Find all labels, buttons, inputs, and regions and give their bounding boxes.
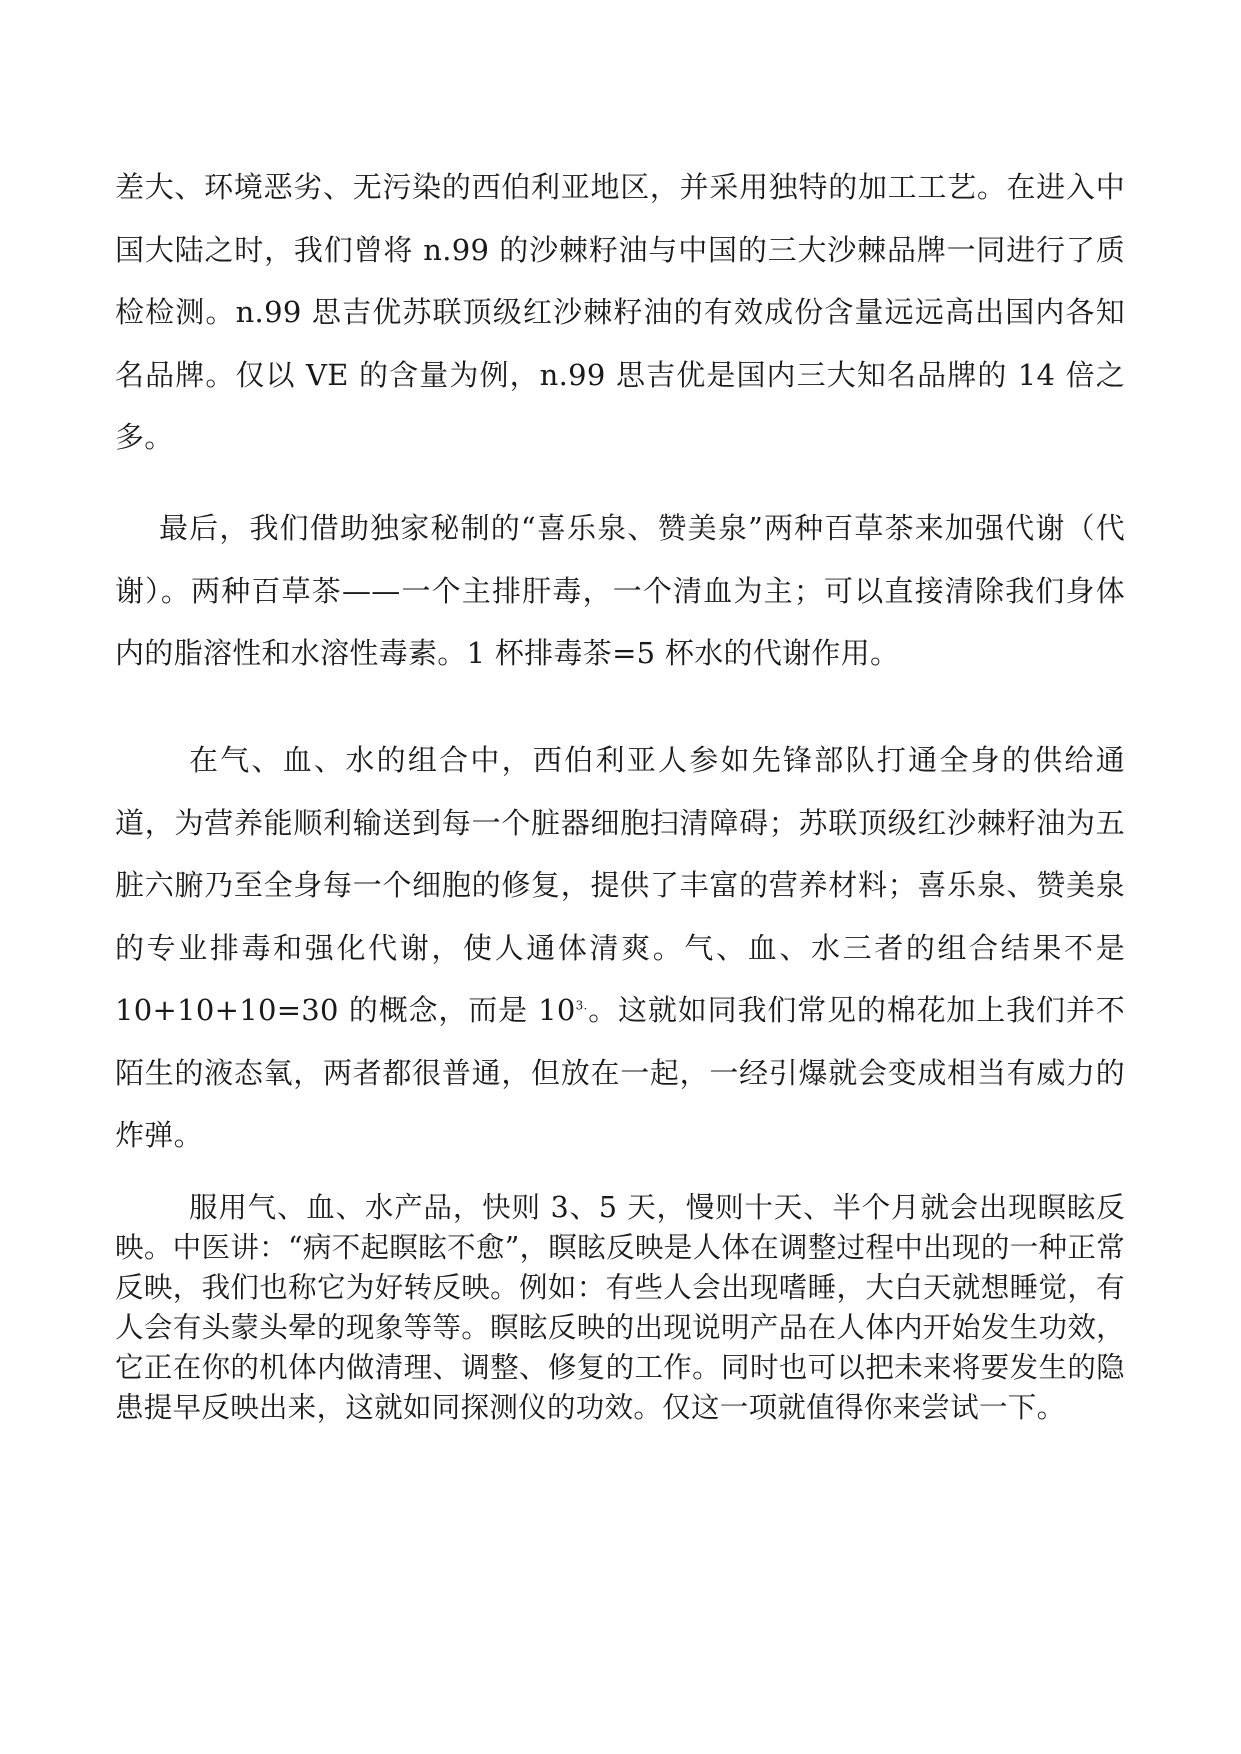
combination-text-after: 。这就如同我们常见的棉花加上我们并不陌生的液态氧，两者都很普通，但放在一起，一经引爆就会变成相当有威力的炸弹。 xyxy=(115,993,1126,1152)
paragraph-seabuckthorn-quality: 差大、环境恶劣、无污染的西伯利亚地区，并采用独特的加工工艺。在进入中国大陆之时，我们曾将 n.99 的沙棘籽油与中国的三大沙棘品牌一同进行了质检检测。n.99 思吉优苏联顶级红沙棘籽油的有效成份含量远远高出国内各知名品牌。仅以 VE 的含量为例，n.99 思吉优是国内三大知名品牌的 14 倍之多。 xyxy=(115,170,1125,454)
combination-text-before: 在气、血、水的组合中，西伯利亚人参如先锋部队打通全身的供给通道，为营养能顺利输送到每一个脏器细胞扫清障碍；苏联顶级红沙棘籽油为五脏六腑乃至全身每一个细胞的修复，提供了丰富的营养材料；喜乐泉、赞美泉的专业排毒和强化代谢，使人通体清爽。气、血、水三者的组合结果不是 10+10+10=30 的概念，而是 10 xyxy=(115,743,1125,1027)
paragraph-combination-effect xyxy=(115,729,1125,1167)
paragraph-herbal-tea: 最后，我们借助独家秘制的“喜乐泉、赞美泉”两种百草茶来加强代谢（代谢）。两种百草茶——一个主排肝毒，一个清血为主；可以直接清除我们身体内的脂溶性和水溶性毒素。1 杯排毒茶=5 杯水的代谢作用。 xyxy=(115,511,1125,670)
paragraph-healing-reaction: 服用气、血、水产品，快则 3、5 天，慢则十天、半个月就会出现瞑眩反映。中医讲：“病不起瞑眩不愈”，瞑眩反映是人体在调整过程中出现的一种正常反映，我们也称它为好转反映。例如：有些人会出现嗜睡，大白天就想睡觉，有人会有头蒙头晕的现象等等。瞑眩反映的出现说明产品在人体内开始发生功效，它正在你的机体内做清理、调整、修复的工作。同时也可以把未来将要发生的隐患提早反映出来，这就如同探测仪的功效。仅这一项就值得你来尝试一下。 xyxy=(115,1191,1125,1424)
exponent-superscript: 3. xyxy=(575,998,588,1013)
